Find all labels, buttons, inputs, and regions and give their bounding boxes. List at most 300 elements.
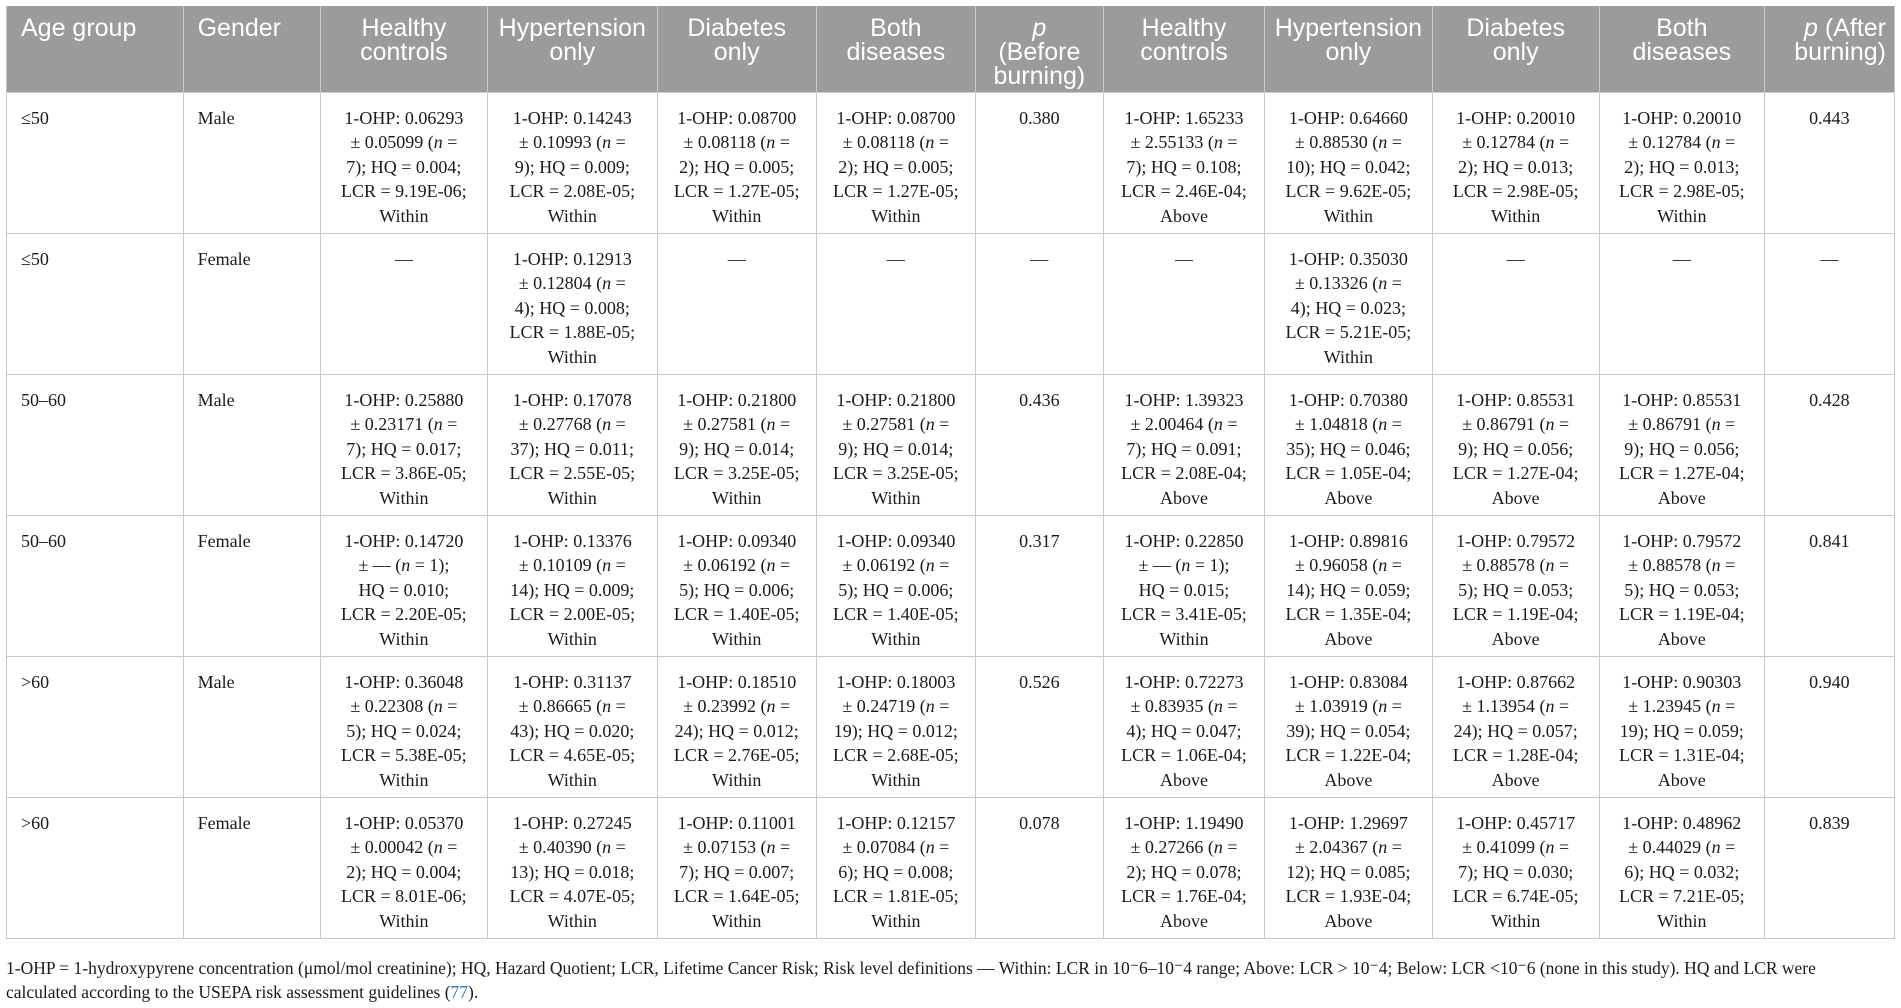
cell-line: 24); HQ = 0.012;	[674, 720, 799, 741]
cell-line: 0.841	[1809, 530, 1850, 551]
cell-age-group: >60	[7, 797, 184, 938]
cell-line: LCR = 2.98E-05;	[1618, 181, 1745, 201]
cell-line: 2); HQ = 0.004;	[346, 861, 462, 882]
cell-gender: Male	[183, 92, 320, 233]
cell-line: Within	[547, 487, 597, 508]
cell-line: Above	[1159, 205, 1208, 226]
header-line: (Before	[998, 38, 1081, 66]
cell-line: Above	[1657, 769, 1706, 790]
cell-line: 1-OHP: 0.85531	[1456, 389, 1576, 410]
cell-line: Within	[712, 910, 762, 931]
cell-line: 35); HQ = 0.046;	[1286, 438, 1411, 459]
cell-line: ± 0.27266 (n =	[1130, 837, 1238, 857]
cell-line: 12); HQ = 0.085;	[1286, 861, 1411, 882]
cell-diabetes-only-before	[657, 515, 816, 656]
cell-line: 1-OHP: 0.11001	[677, 812, 796, 833]
cell-line: 7); HQ = 0.030;	[1458, 861, 1574, 882]
cell-line: LCR = 1.76E-04;	[1121, 886, 1247, 906]
cell-line: 1-OHP: 0.25880	[344, 389, 464, 410]
header-line: only	[713, 38, 760, 66]
cell-line: 1-OHP: 0.21800	[677, 389, 797, 410]
cell-line: Within	[1491, 205, 1541, 226]
cell-line: 1-OHP: 1.39323	[1124, 389, 1244, 410]
header-p-after	[1764, 6, 1894, 92]
cell-line: ± 0.05099 (n =	[350, 132, 458, 152]
cell-line: 1-OHP: 0.21800	[836, 389, 956, 410]
cell-line: 7); HQ = 0.108;	[1126, 156, 1242, 177]
cell-line: 2); HQ = 0.078;	[1126, 861, 1242, 882]
cell-line: 4); HQ = 0.047;	[1126, 720, 1242, 741]
cell-line: ± 0.27581 (n =	[683, 414, 791, 434]
cell-diabetes-only-after	[1432, 797, 1599, 938]
footnote-line-1: 1-OHP = 1-hydroxypyrene concentration (μmol/mol creatinine); HQ, Hazard Quotient; LCR, Lifetime Cancer Risk; Risk level definitions — Within: LCR in 10⁻6–10⁻4 range; Above: LCR > 10⁻4; Below: LCR <10⁻6 (none in this study). HQ and LCR were	[6, 958, 1816, 978]
cell-line: 1-OHP: 0.90303	[1622, 671, 1742, 692]
cell-line: 0.317	[1019, 530, 1060, 551]
cell-line: LCR = 1.05E-04;	[1285, 463, 1412, 483]
cell-line: Within	[1323, 205, 1374, 226]
cell-hypertension-only-after	[1265, 374, 1432, 515]
cell-line: 5); HQ = 0.053;	[1624, 579, 1740, 600]
cell-healthy-controls-before	[320, 515, 487, 656]
cell-line: 7); HQ = 0.017;	[346, 438, 462, 459]
cell-line: —	[1030, 248, 1049, 269]
cell-line: 1-OHP: 0.79572	[1456, 530, 1576, 551]
cell-p-after	[1764, 374, 1894, 515]
cell-line: Within	[871, 205, 921, 226]
cell-diabetes-only-before	[657, 797, 816, 938]
cell-age-group: 50–60	[7, 515, 184, 656]
cell-hypertension-only-after	[1265, 515, 1432, 656]
cell-line: 1-OHP: 0.70380	[1288, 389, 1408, 410]
header-line: Diabetes	[1466, 14, 1566, 42]
cell-line: ± — (n = 1);	[358, 555, 450, 575]
cell-line: ± 2.00464 (n =	[1130, 414, 1238, 434]
header-diabetes-only-after	[1432, 6, 1599, 92]
cell-line: ± 0.10109 (n =	[518, 555, 626, 575]
cell-line: 2); HQ = 0.013;	[1624, 156, 1740, 177]
cell-line: 2); HQ = 0.005;	[679, 156, 795, 177]
cell-age-group: 50–60	[7, 374, 184, 515]
cell-diabetes-only-after	[1432, 515, 1599, 656]
cell-line: ± 0.88578 (n =	[1628, 555, 1736, 575]
results-table	[6, 6, 1895, 939]
cell-line: 9); HQ = 0.056;	[1458, 438, 1574, 459]
cell-line: Within	[1323, 346, 1374, 367]
cell-line: LCR = 8.01E-06;	[341, 886, 467, 906]
header-line: Healthy	[1141, 14, 1227, 42]
cell-line: ± 0.08118 (n =	[842, 132, 950, 152]
cell-p-after	[1764, 233, 1894, 374]
cell-hypertension-only-before	[487, 92, 657, 233]
cell-line: Above	[1491, 628, 1540, 649]
cell-line: ± 0.23171 (n =	[350, 414, 458, 434]
cell-line: ± 0.88530 (n =	[1294, 132, 1402, 152]
cell-line: ± 0.96058 (n =	[1294, 555, 1402, 575]
cell-line: 6); HQ = 0.032;	[1624, 861, 1740, 882]
cell-line: 24); HQ = 0.057;	[1453, 720, 1578, 741]
cell-line: LCR = 1.27E-04;	[1618, 463, 1745, 483]
cell-line: 7); HQ = 0.091;	[1126, 438, 1242, 459]
cell-line: 1-OHP: 0.31137	[513, 671, 632, 692]
cell-line: 1-OHP: 0.85531	[1622, 389, 1742, 410]
cell-line: Within	[379, 910, 429, 931]
cell-line: HQ = 0.010;	[358, 579, 450, 600]
cell-gender: Female	[183, 233, 320, 374]
cell-line: 43); HQ = 0.020;	[510, 720, 635, 741]
cell-line: LCR = 1.93E-04;	[1285, 886, 1412, 906]
cell-line: ± 0.41099 (n =	[1462, 837, 1570, 857]
cell-line: ± 0.23992 (n =	[683, 696, 791, 716]
cell-line: LCR = 1.64E-05;	[673, 886, 800, 906]
header-line: only	[1325, 38, 1372, 66]
cell-line: 1-OHP: 0.20010	[1456, 107, 1576, 128]
cell-line: 1-OHP: 0.09340	[836, 530, 956, 551]
cell-line: LCR = 3.86E-05;	[341, 463, 467, 483]
table-row	[7, 233, 1895, 374]
header-p-before	[975, 6, 1103, 92]
cell-line: Above	[1159, 487, 1208, 508]
header-line: Gender	[197, 14, 281, 42]
cell-line: Within	[547, 769, 597, 790]
cell-hypertension-only-before	[487, 233, 657, 374]
cell-line: —	[1174, 248, 1193, 269]
table-row	[7, 656, 1895, 797]
cell-both-diseases-before	[816, 515, 975, 656]
cell-healthy-controls-after	[1103, 656, 1264, 797]
cell-p-before	[975, 797, 1103, 938]
cell-line: 7); HQ = 0.007;	[679, 861, 795, 882]
cell-hypertension-only-after	[1265, 92, 1432, 233]
cell-line: ± 1.04818 (n =	[1294, 414, 1402, 434]
cell-healthy-controls-after	[1103, 92, 1264, 233]
cell-line: 1-OHP: 0.18003	[836, 671, 956, 692]
cell-line: ± 1.23945 (n =	[1628, 696, 1736, 716]
cell-line: 1-OHP: 0.89816	[1288, 530, 1408, 551]
cell-line: ± — (n = 1);	[1138, 555, 1230, 575]
cell-diabetes-only-after	[1432, 656, 1599, 797]
cell-line: 1-OHP: 0.83084	[1288, 671, 1408, 692]
cell-line: Within	[547, 346, 597, 367]
cell-line: Within	[871, 628, 921, 649]
cell-line: 1-OHP: 0.79572	[1622, 530, 1742, 551]
header-line: Hypertension	[498, 14, 646, 42]
cell-line: Within	[379, 769, 429, 790]
cell-diabetes-only-after	[1432, 374, 1599, 515]
cell-line: LCR = 9.19E-06;	[341, 181, 467, 201]
cell-line: ± 0.27768 (n =	[518, 414, 626, 434]
cell-hypertension-only-after	[1265, 797, 1432, 938]
cell-line: 1-OHP: 0.20010	[1622, 107, 1742, 128]
cell-line: Within	[871, 769, 921, 790]
cell-line: ± 2.55133 (n =	[1130, 132, 1238, 152]
header-age-group	[7, 6, 184, 92]
cell-line: LCR = 1.88E-05;	[509, 322, 636, 342]
header-line: only	[1492, 38, 1539, 66]
cell-line: LCR = 5.38E-05;	[341, 745, 467, 765]
header-diabetes-only-before	[657, 6, 816, 92]
cell-both-diseases-before	[816, 92, 975, 233]
cell-line: ± 1.13954 (n =	[1462, 696, 1570, 716]
cell-line: LCR = 4.65E-05;	[509, 745, 636, 765]
cell-line: 1-OHP: 0.36048	[344, 671, 464, 692]
cell-p-before	[975, 233, 1103, 374]
cell-p-before	[975, 92, 1103, 233]
cell-age-group: >60	[7, 656, 184, 797]
cell-line: LCR = 1.27E-05;	[833, 181, 959, 201]
cell-line: 1-OHP: 0.09340	[677, 530, 797, 551]
cell-line: LCR = 2.55E-05;	[509, 463, 636, 483]
cell-line: 1-OHP: 0.08700	[836, 107, 956, 128]
cell-line: 6); HQ = 0.008;	[838, 861, 954, 882]
cell-line: Above	[1657, 628, 1706, 649]
cell-line: 14); HQ = 0.009;	[510, 579, 635, 600]
cell-line: Within	[547, 205, 597, 226]
cell-both-diseases-after	[1599, 374, 1764, 515]
cell-line: LCR = 1.27E-04;	[1452, 463, 1579, 483]
cell-line: LCR = 1.31E-04;	[1618, 745, 1745, 765]
reference-link[interactable]: 77	[450, 982, 469, 1002]
table-row	[7, 797, 1895, 938]
cell-line: ± 0.07153 (n =	[683, 837, 791, 857]
cell-healthy-controls-before	[320, 233, 487, 374]
cell-diabetes-only-before	[657, 374, 816, 515]
cell-line: LCR = 2.46E-04;	[1121, 181, 1247, 201]
cell-line: 9); HQ = 0.009;	[514, 156, 630, 177]
cell-line: ± 0.10993 (n =	[518, 132, 626, 152]
cell-both-diseases-before	[816, 656, 975, 797]
cell-line: ± 0.86791 (n =	[1628, 414, 1736, 434]
cell-line: —	[1820, 248, 1839, 269]
cell-both-diseases-after	[1599, 233, 1764, 374]
header-line: Healthy	[361, 14, 447, 42]
cell-line: LCR = 1.22E-04;	[1285, 745, 1412, 765]
cell-line: 0.940	[1809, 671, 1850, 692]
header-gender	[183, 6, 320, 92]
cell-line: ± 0.86791 (n =	[1462, 414, 1570, 434]
cell-p-before	[975, 515, 1103, 656]
cell-line: 2); HQ = 0.005;	[838, 156, 954, 177]
cell-hypertension-only-before	[487, 374, 657, 515]
cell-line: 1-OHP: 0.18510	[677, 671, 797, 692]
header-healthy-controls-after	[1103, 6, 1264, 92]
cell-line: LCR = 1.40E-05;	[833, 604, 959, 624]
cell-line: LCR = 2.76E-05;	[673, 745, 800, 765]
table-row	[7, 515, 1895, 656]
cell-line: 7); HQ = 0.004;	[346, 156, 462, 177]
table-body	[7, 92, 1895, 938]
footnote-line-2-end: ).	[468, 982, 479, 1002]
cell-line: 5); HQ = 0.006;	[679, 579, 795, 600]
header-line: only	[549, 38, 596, 66]
cell-line: 1-OHP: 0.27245	[512, 812, 632, 833]
cell-line: 1-OHP: 0.05370	[344, 812, 464, 833]
cell-line: 1-OHP: 0.72273	[1124, 671, 1244, 692]
cell-line: 9); HQ = 0.056;	[1624, 438, 1740, 459]
cell-line: 1-OHP: 0.64660	[1288, 107, 1408, 128]
header-hypertension-only-after	[1265, 6, 1432, 92]
cell-line: 37); HQ = 0.011;	[510, 438, 635, 459]
cell-line: 1-OHP: 0.14720	[344, 530, 464, 551]
table-footnote	[6, 956, 1895, 1004]
cell-both-diseases-after	[1599, 797, 1764, 938]
cell-line: Within	[379, 487, 429, 508]
cell-line: LCR = 3.25E-05;	[673, 463, 800, 483]
cell-diabetes-only-before	[657, 233, 816, 374]
cell-line: LCR = 1.28E-04;	[1452, 745, 1579, 765]
cell-line: ± 0.06192 (n =	[683, 555, 791, 575]
cell-both-diseases-before	[816, 797, 975, 938]
cell-line: 1-OHP: 0.08700	[677, 107, 797, 128]
cell-line: 5); HQ = 0.053;	[1458, 579, 1574, 600]
cell-line: 0.380	[1019, 107, 1060, 128]
cell-line: LCR = 1.19E-04;	[1452, 604, 1579, 624]
cell-line: 19); HQ = 0.059;	[1619, 720, 1744, 741]
cell-line: ± 0.27581 (n =	[842, 414, 950, 434]
cell-gender: Female	[183, 515, 320, 656]
cell-line: ± 0.06192 (n =	[842, 555, 950, 575]
cell-healthy-controls-before	[320, 797, 487, 938]
cell-line: ± 0.83935 (n =	[1130, 696, 1238, 716]
cell-line: LCR = 1.27E-05;	[673, 181, 800, 201]
cell-p-after	[1764, 515, 1894, 656]
cell-line: ± 0.88578 (n =	[1462, 555, 1570, 575]
header-line: controls	[1140, 38, 1228, 66]
results-table-wrapper	[6, 6, 1895, 939]
cell-line: Within	[1657, 910, 1707, 931]
cell-line: 1-OHP: 0.13376	[512, 530, 632, 551]
cell-line: LCR = 1.40E-05;	[673, 604, 800, 624]
cell-line: LCR = 4.07E-05;	[509, 886, 636, 906]
cell-gender: Male	[183, 656, 320, 797]
cell-line: ± 0.24719 (n =	[842, 696, 950, 716]
footnote-line-2-text: calculated according to the USEPA risk assessment guidelines (	[6, 982, 451, 1002]
cell-line: 1-OHP: 0.12157	[836, 812, 956, 833]
cell-line: 13); HQ = 0.018;	[510, 861, 635, 882]
cell-hypertension-only-after	[1265, 233, 1432, 374]
cell-line: ± 0.12804 (n =	[518, 273, 626, 293]
cell-line: 4); HQ = 0.008;	[514, 297, 630, 318]
cell-both-diseases-after	[1599, 92, 1764, 233]
cell-line: 39); HQ = 0.054;	[1286, 720, 1411, 741]
cell-line: LCR = 3.41E-05;	[1121, 604, 1247, 624]
header-line: Diabetes	[687, 14, 787, 42]
cell-line: ± 0.00042 (n =	[350, 837, 458, 857]
cell-line: LCR = 3.25E-05;	[833, 463, 959, 483]
cell-line: 1-OHP: 0.17078	[512, 389, 632, 410]
header-line: burning)	[1794, 38, 1886, 66]
cell-line: ± 0.08118 (n =	[683, 132, 790, 152]
cell-line: 0.526	[1019, 671, 1060, 692]
cell-line: LCR = 2.08E-05;	[509, 181, 636, 201]
cell-healthy-controls-before	[320, 374, 487, 515]
cell-line: Within	[379, 628, 429, 649]
cell-line: Within	[712, 769, 762, 790]
header-line: controls	[360, 38, 448, 66]
cell-line: Above	[1324, 769, 1373, 790]
cell-line: 19); HQ = 0.012;	[833, 720, 958, 741]
cell-line: LCR = 1.06E-04;	[1121, 745, 1247, 765]
cell-line: 1-OHP: 0.12913	[512, 248, 632, 269]
cell-hypertension-only-after	[1265, 656, 1432, 797]
cell-line: 0.078	[1019, 812, 1060, 833]
cell-line: 1-OHP: 1.29697	[1288, 812, 1408, 833]
cell-both-diseases-before	[816, 233, 975, 374]
header-line: p	[1032, 14, 1047, 42]
cell-p-after	[1764, 92, 1894, 233]
cell-diabetes-only-after	[1432, 92, 1599, 233]
cell-line: Above	[1657, 487, 1706, 508]
cell-both-diseases-after	[1599, 515, 1764, 656]
header-line: Hypertension	[1274, 14, 1423, 42]
cell-healthy-controls-after	[1103, 374, 1264, 515]
cell-age-group: ≤50	[7, 233, 184, 374]
cell-line: Within	[871, 910, 921, 931]
cell-line: Above	[1324, 487, 1373, 508]
cell-line: 10); HQ = 0.042;	[1286, 156, 1411, 177]
cell-line: Above	[1491, 487, 1540, 508]
header-both-diseases-before	[816, 6, 975, 92]
cell-line: LCR = 2.98E-05;	[1452, 181, 1579, 201]
cell-line: ± 0.12784 (n =	[1462, 132, 1570, 152]
cell-diabetes-only-after	[1432, 233, 1599, 374]
cell-line: LCR = 2.68E-05;	[833, 745, 959, 765]
cell-healthy-controls-after	[1103, 797, 1264, 938]
cell-line: 2); HQ = 0.013;	[1458, 156, 1574, 177]
cell-both-diseases-after	[1599, 656, 1764, 797]
header-line: diseases	[846, 38, 946, 66]
header-line: Age group	[21, 14, 137, 42]
cell-line: LCR = 1.19E-04;	[1618, 604, 1745, 624]
cell-line: LCR = 1.35E-04;	[1285, 604, 1412, 624]
cell-hypertension-only-before	[487, 515, 657, 656]
cell-line: 0.839	[1809, 812, 1850, 833]
cell-line: Within	[1491, 910, 1541, 931]
cell-line: Within	[379, 205, 429, 226]
header-healthy-controls-before	[320, 6, 487, 92]
cell-line: ± 0.40390 (n =	[518, 837, 626, 857]
cell-line: —	[886, 248, 905, 269]
cell-line: —	[1506, 248, 1525, 269]
cell-healthy-controls-before	[320, 92, 487, 233]
cell-line: Above	[1324, 628, 1373, 649]
cell-line: ± 0.07084 (n =	[842, 837, 950, 857]
cell-line: Within	[712, 487, 762, 508]
header-both-diseases-after	[1599, 6, 1764, 92]
cell-line: 5); HQ = 0.024;	[346, 720, 462, 741]
cell-line: 1-OHP: 0.35030	[1288, 248, 1408, 269]
cell-diabetes-only-before	[657, 92, 816, 233]
cell-line: Above	[1491, 769, 1540, 790]
cell-line: Within	[871, 487, 921, 508]
cell-line: Within	[1657, 205, 1707, 226]
cell-hypertension-only-before	[487, 656, 657, 797]
header-line: burning)	[993, 62, 1086, 90]
cell-line: 1-OHP: 0.87662	[1456, 671, 1576, 692]
cell-line: LCR = 6.74E-05;	[1452, 886, 1579, 906]
cell-line: LCR = 2.08E-04;	[1121, 463, 1247, 483]
table-row	[7, 374, 1895, 515]
cell-both-diseases-before	[816, 374, 975, 515]
cell-line: Within	[712, 628, 762, 649]
cell-p-after	[1764, 797, 1894, 938]
header-hypertension-only-before	[487, 6, 657, 92]
cell-line: HQ = 0.015;	[1138, 579, 1230, 600]
cell-line: —	[1672, 248, 1691, 269]
cell-gender: Male	[183, 374, 320, 515]
cell-line: 1-OHP: 0.45717	[1456, 812, 1576, 833]
cell-line: ± 0.44029 (n =	[1628, 837, 1736, 857]
cell-line: 9); HQ = 0.014;	[838, 438, 954, 459]
